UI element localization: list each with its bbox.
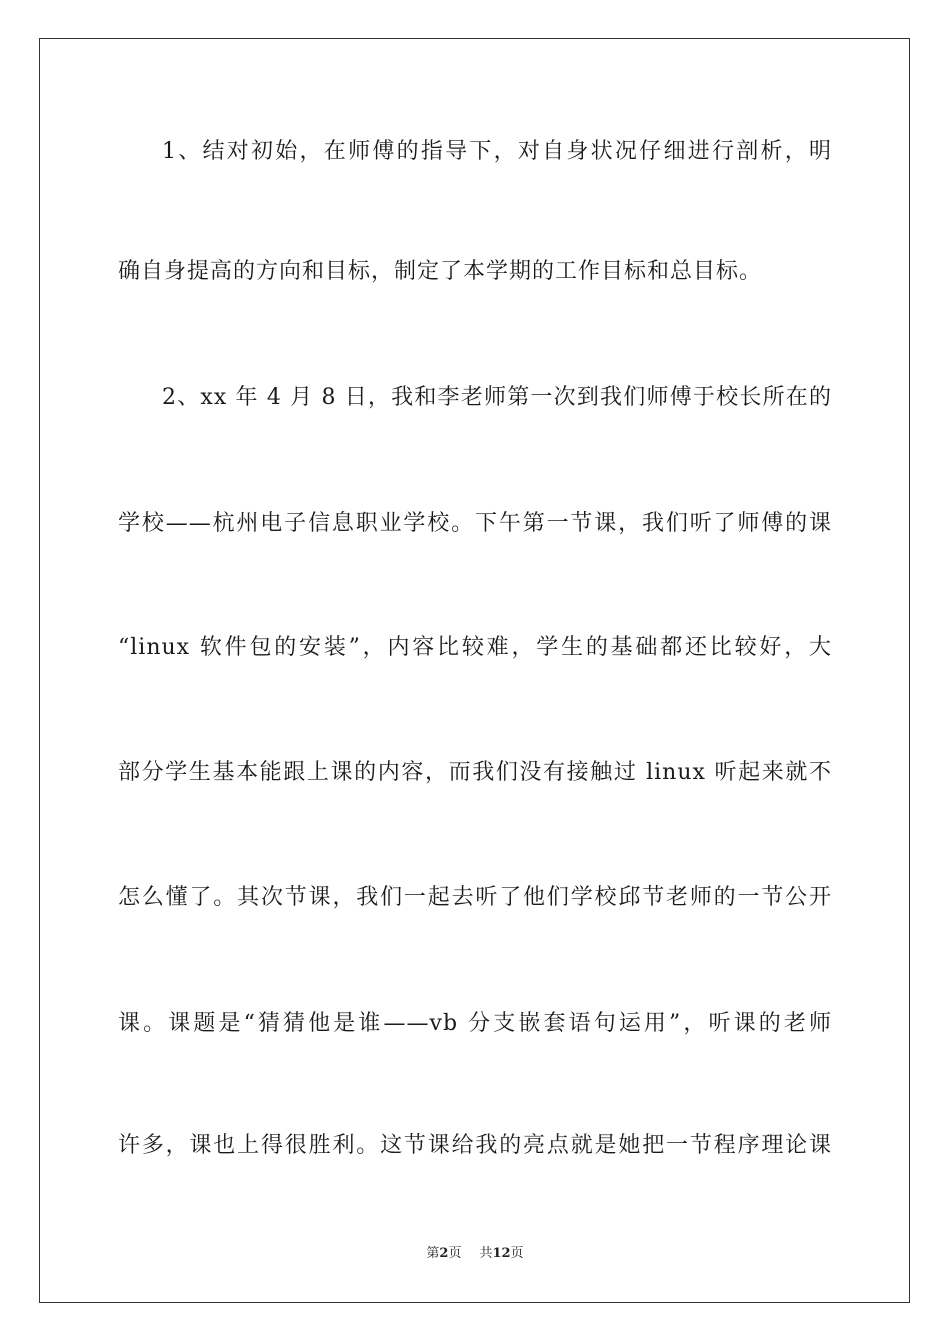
footer-page-suffix: 页 — [448, 1246, 462, 1261]
page-footer — [0, 1245, 950, 1263]
page-border — [39, 38, 910, 1303]
paragraph-2-line-6: 课。课题是“猜猜他是谁——vb 分支嵌套语句运用”，听课的老师 — [118, 1011, 832, 1036]
footer-page-current: 2 — [439, 1246, 449, 1261]
paragraph-2-line-4: 部分学生基本能跟上课的内容，而我们没有接触过 linux 听起来就不 — [118, 760, 832, 785]
paragraph-1-line-2: 确自身提高的方向和目标，制定了本学期的工作目标和总目标。 — [118, 259, 763, 284]
footer-page-total: 12 — [492, 1246, 511, 1261]
footer-page-prefix: 第 — [426, 1246, 440, 1261]
paragraph-2-line-3: “linux 软件包的安装”，内容比较难，学生的基础都还比较好，大 — [118, 635, 832, 660]
paragraph-2-line-7: 许多，课也上得很胜利。这节课给我的亮点就是她把一节程序理论课 — [118, 1133, 832, 1158]
paragraph-1-line-1: 1、结对初始，在师傅的指导下，对自身状况仔细进行剖析，明 — [162, 139, 832, 164]
paragraph-2-line-2: 学校——杭州电子信息职业学校。下午第一节课，我们听了师傅的课 — [118, 511, 832, 536]
footer-total-suffix: 页 — [510, 1246, 524, 1261]
paragraph-2-line-5: 怎么懂了。其次节课，我们一起去听了他们学校邱节老师的一节公开 — [118, 885, 832, 910]
footer-total-prefix: 共 — [479, 1246, 493, 1261]
paragraph-2-line-1: 2、xx 年 4 月 8 日，我和李老师第一次到我们师傅于校长所在的 — [162, 385, 832, 410]
